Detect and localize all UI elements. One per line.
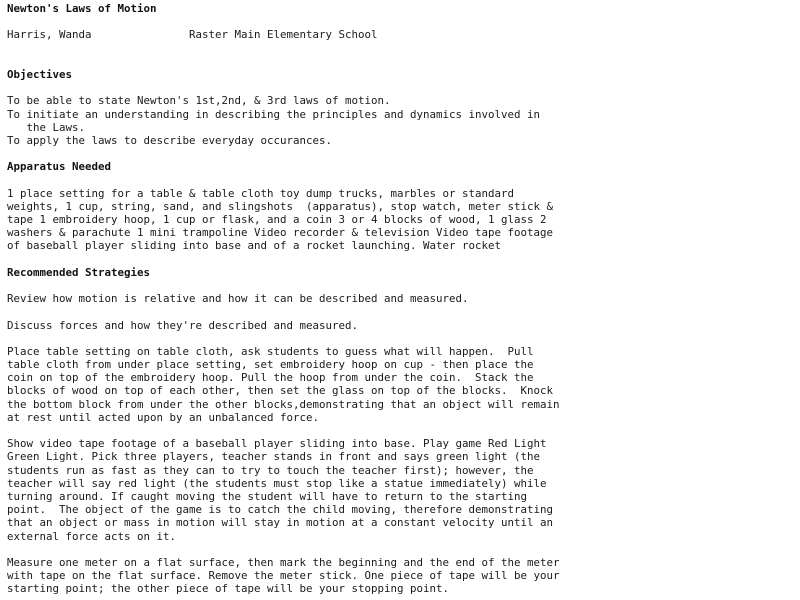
apparatus-line: of baseball player sliding into base and of a rocket launching. Water rocket [7,239,502,253]
strategy-line: with tape on the flat surface. Remove the meter stick. One piece of tape will be your [7,569,560,583]
strategy-line: table cloth from under place setting, set embroidery hoop on cup - then place the [7,358,534,372]
apparatus-heading: Apparatus Needed [7,160,112,174]
strategy-line: blocks of wood on top of each other, then set the glass on top of the blocks. Knock [7,384,554,398]
apparatus-line: weights, 1 cup, string, sand, and slingshots (apparatus), stop watch, meter stick & [7,199,554,213]
strategy-line: at rest until acted upon by an unbalanced force. [7,410,320,424]
apparatus-line: washers & parachute 1 mini trampoline Video recorder & television Video tape footage [7,226,554,240]
strategy-line: Show video tape footage of a baseball player sliding into base. Play game Red Light [7,437,547,451]
objective-line: To apply the laws to describe everyday occurances. [7,133,333,147]
strategy-line: external force acts on it. [7,529,177,543]
objective-line: To initiate an understanding in describing the principles and dynamics involved in [7,107,541,121]
strategy-line: Green Light. Pick three players, teacher stands in front and says green light (the [7,450,541,464]
lesson-plan-document [7,0,800,595]
strategies-heading: Recommended Strategies [7,265,151,279]
strategy-line: teacher will say red light (the students must stop like a statue immediately) while [7,476,547,490]
objectives-heading: Objectives [7,67,73,81]
strategy-line: that an object or mass in motion will stay in motion at a constant velocity until an [7,516,554,530]
strategy-line: Measure one meter on a flat surface, then mark the beginning and the end of the meter [7,555,560,569]
document-title: Newton's Laws of Motion [7,2,157,15]
objective-line: the Laws. [26,120,86,134]
strategy-line: turning around. If caught moving the student will have to return to the starting [7,489,528,503]
strategy-line: Discuss forces and how they're described and measured. [7,318,359,332]
strategy-line: students run as fast as they can to try to touch the teacher first); however, the [7,463,534,477]
strategy-line: Review how motion is relative and how it can be described and measured. [7,292,469,306]
author-line [7,28,800,41]
apparatus-line: tape 1 embroidery hoop, 1 cup or flask, and a coin 3 or 4 blocks of wood, 1 glass 2 [7,213,547,226]
author-name: Harris, Wanda [7,28,92,42]
apparatus-line: 1 place setting for a table & table cloth toy dump trucks, marbles or standard [7,186,515,200]
strategy-line: point. The object of the game is to catch the child moving, therefore demonstrating [7,503,554,517]
objective-line: To be able to state Newton's 1st,2nd, & 3rd laws of motion. [7,94,391,108]
strategy-line: the bottom block from under the other blocks,demonstrating that an object will remain [7,397,560,411]
strategy-line: starting point; the other piece of tape will be your stopping point. [7,582,450,596]
strategy-line: Place table setting on table cloth, ask students to guess what will happen. Pull [7,344,534,358]
strategy-line: coin on top of the embroidery hoop. Pull the hoop from under the coin. Stack the [7,371,534,385]
school-name: Raster Main Elementary School [189,28,378,42]
